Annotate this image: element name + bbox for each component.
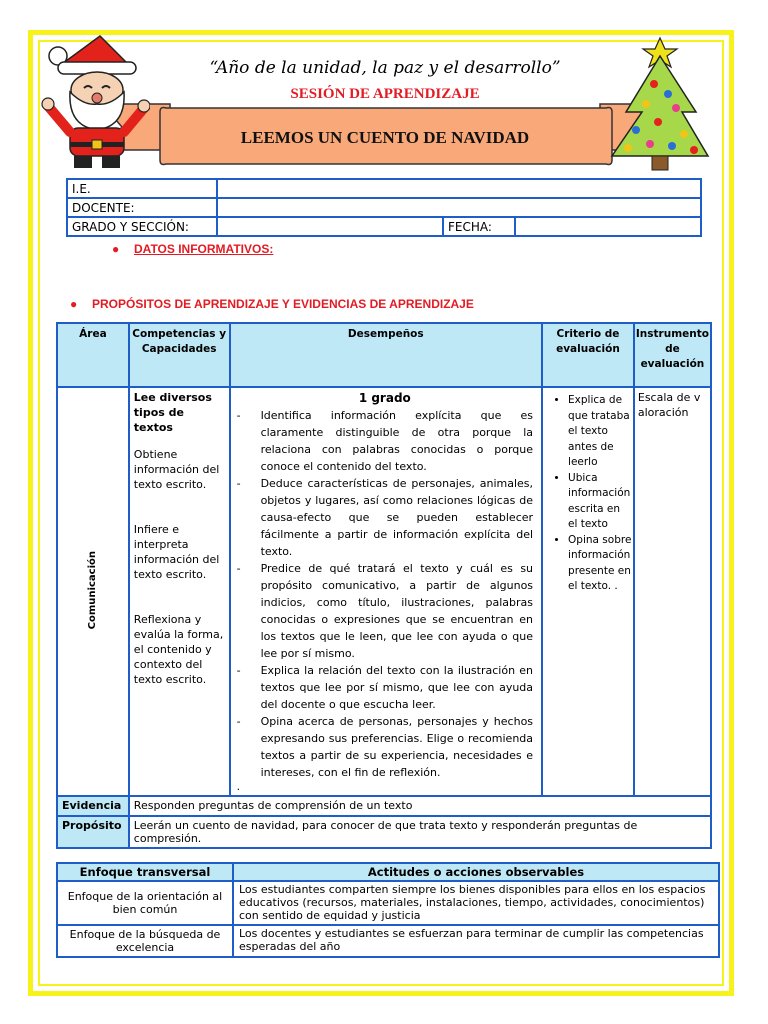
desempeno-item: - Predice de qué tratará el texto y cuál es su propósito comunicativo, a partir de algunos indicios, como título, ilustraciones, palabras conocidas o expresiones que se encuentran en los textos que le leen, que lee con ayuda o que lee por sí mismo. — [236, 562, 534, 660]
docente-field[interactable] — [217, 198, 701, 217]
transversal-table — [56, 862, 720, 958]
datos-heading — [112, 242, 274, 256]
criterio-item: • Opina sobre información presente en el texto. . — [568, 533, 632, 595]
national-motto: “Año de la unidad, la paz y el desarrollo” — [209, 58, 561, 78]
bullet-dot: ● — [70, 297, 78, 311]
actitud-cell: Los estudiantes comparten siempre los bienes disponibles para ellos en los espacios educativos (recursos, materiales, instalaciones, tiempo, actividades, conocimientos) con sentido de equidad y justicia — [233, 881, 719, 925]
desempeno-text: Identifica información explícita que es claramente distinguible de otra porque la relaciona con palabras conocidas o porque conoce el contenido del texto. — [260, 409, 534, 473]
info-table — [66, 178, 702, 237]
santa-claus-icon — [40, 34, 150, 174]
trailing-dot: . — [236, 780, 241, 793]
christmas-tree-icon — [606, 34, 718, 176]
session-title: LEEMOS UN CUENTO DE NAVIDAD — [240, 128, 530, 147]
criterios-list — [544, 393, 632, 595]
desempeno-item: - Deduce características de personajes, animales, objetos y lugares, así como relaciones lógicas de causa-efecto que se pueden establecer fácilmente a partir de información explícita del texto. — [236, 477, 534, 558]
docente-label: DOCENTE: — [67, 198, 217, 217]
desempeno-text: Explica la relación del texto con la ilustración en textos que lee por sí mismo, que lee con ayuda del docente o que escucha leer. — [260, 664, 534, 711]
enfoque-cell: Enfoque de la orientación al bien común — [57, 881, 233, 925]
learning-table — [56, 322, 712, 849]
desempenos-cell — [230, 387, 542, 796]
criterio-item: • Explica de que trataba el texto antes de leerlo — [568, 393, 632, 471]
header-area: Área — [57, 323, 129, 387]
actitud-cell: Los docentes y estudiantes se esfuerzan para terminar de cumplir las competencias esperadas del año — [233, 925, 719, 957]
ie-field[interactable] — [217, 179, 701, 198]
area-text: Comunicación — [87, 550, 99, 630]
evidencia-text: Responden preguntas de comprensión de un texto — [129, 796, 711, 816]
header-criterio: Criterio de evaluación — [542, 323, 634, 387]
propositos-heading — [70, 297, 474, 311]
header-enfoque: Enfoque transversal — [57, 863, 233, 881]
capacidad-item: Obtiene información del texto escrito. — [133, 448, 220, 491]
fecha-field[interactable] — [515, 217, 701, 236]
criterio-item: • Ubica información escrita en el texto — [568, 471, 632, 533]
header-desempenos: Desempeños — [230, 323, 542, 387]
header-competencias: Competencias y Capacidades — [129, 323, 230, 387]
fecha-label: FECHA: — [443, 217, 515, 236]
desempeno-item: - Opina acerca de personas, personajes y hechos expresando sus preferencias. Elige o recomienda textos a partir de su experiencia, necesidades e intereses, con el fin de reflexión. — [236, 715, 534, 779]
grade-label: 1 grado — [358, 391, 411, 405]
competencias-cell — [129, 387, 230, 796]
datos-heading-text: DATOS INFORMATIVOS: — [134, 242, 274, 256]
area-cell — [57, 387, 129, 796]
competencia-title: Lee diversos tipos de textos — [133, 391, 212, 434]
desempeno-item: - Explica la relación del texto con la ilustración en textos que lee por sí mismo, que lee con ayuda del docente o que escucha leer. — [236, 664, 534, 711]
enfoque-cell: Enfoque de la búsqueda de excelencia — [57, 925, 233, 957]
capacidad-item: Infiere e interpreta información del texto escrito. — [133, 523, 220, 581]
instrumento-cell: Escala de valoración — [634, 387, 711, 796]
capacidad-item: Reflexiona y evalúa la forma, el contenido y contexto del texto escrito. — [133, 613, 224, 686]
proposito-text: Leerán un cuento de navidad, para conocer de que trata texto y responderán preguntas de compresión. — [129, 816, 711, 848]
grado-label: GRADO Y SECCIÓN: — [67, 217, 217, 236]
grado-field[interactable] — [217, 217, 443, 236]
header-actitudes: Actitudes o acciones observables — [233, 863, 719, 881]
criterios-cell — [542, 387, 634, 796]
bullet-dot: ● — [112, 242, 120, 256]
header-instrumento: Instrumento de evaluación — [634, 323, 711, 387]
desempeno-text: Opina acerca de personas, personajes y hechos expresando sus preferencias. Elige o recomienda textos a partir de su experiencia, necesidades e intereses, con el fin de reflexión. — [260, 715, 534, 779]
desempeno-text: Predice de qué tratará el texto y cuál es su propósito comunicativo, a partir de algunos indicios, como título, ilustraciones, palabras conocidas o expresiones que se encuentran en los textos que le leen, que lee con ayuda o que lee por sí mismo. — [260, 562, 534, 660]
evidencia-label: Evidencia — [57, 796, 129, 816]
proposito-label: Propósito — [57, 816, 129, 848]
desempeno-text: Deduce características de personajes, animales, objetos y lugares, así como relaciones lógicas de causa-efecto que se pueden establecer fácilmente a partir de información explícita del texto. — [260, 477, 534, 558]
propositos-heading-text: PROPÓSITOS DE APRENDIZAJE Y EVIDENCIAS DE APRENDIZAJE — [92, 297, 474, 311]
ie-label: I.E. — [67, 179, 217, 198]
session-label: SESIÓN DE APRENDIZAJE — [290, 86, 480, 102]
desempeno-item: - Identifica información explícita que es claramente distinguible de otra porque la relaciona con palabras conocidas o porque conoce el contenido del texto. — [236, 409, 534, 473]
